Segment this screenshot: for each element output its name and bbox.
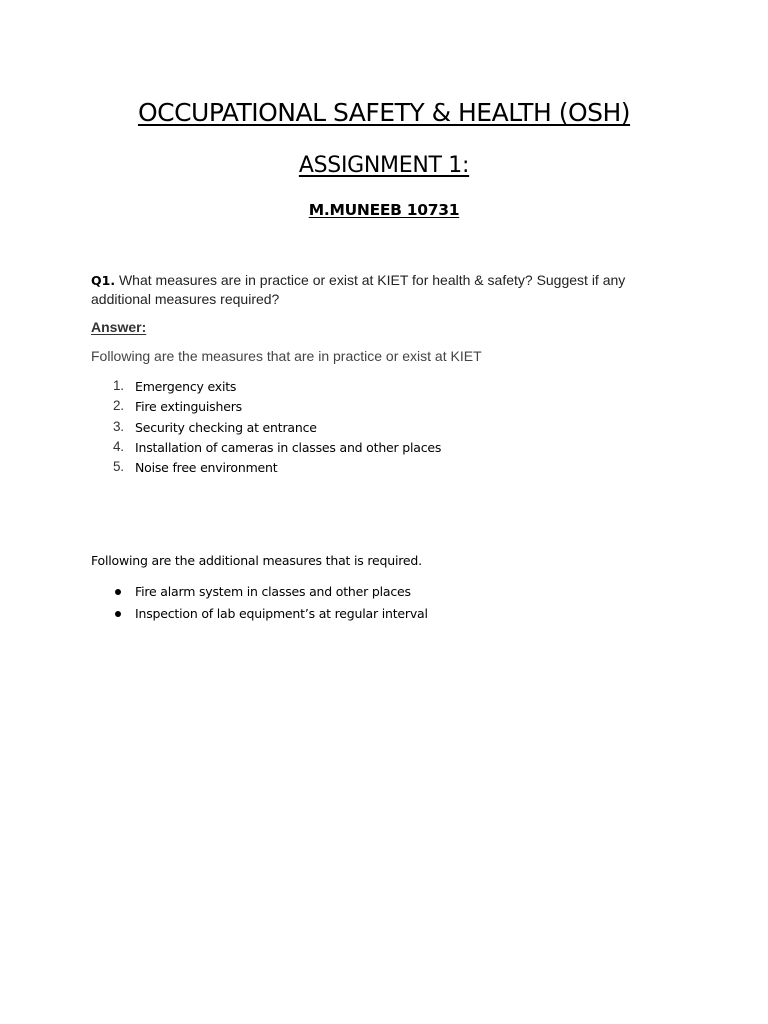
- question-text: What measures are in practice or exist at KIET for health & safety? Suggest if any additional measures required?: [91, 272, 626, 307]
- additional-measures-intro: Following are the additional measures that is required.: [91, 553, 422, 568]
- list-item-text: Noise free environment: [135, 460, 278, 476]
- list-item-text: Emergency exits: [135, 379, 237, 394]
- answer-heading: Answer:: [91, 319, 147, 335]
- author-line: M.MUNEEB 10731: [308, 201, 460, 219]
- list-item-text: Security checking at entrance: [135, 419, 317, 435]
- bullet-icon: [115, 611, 121, 617]
- list-item-number: 1.: [113, 378, 124, 393]
- existing-measures-intro: Following are the measures that are in practice or exist at KIET: [91, 348, 482, 364]
- document-title: OCCUPATIONAL SAFETY & HEALTH (OSH): [137, 98, 631, 127]
- question-paragraph: [91, 271, 671, 309]
- question-label: Q1.: [91, 273, 116, 288]
- list-item-text: Inspection of lab equipment’s at regular interval: [135, 606, 428, 621]
- list-item-text: Fire extinguishers: [135, 399, 242, 415]
- list-item-text: Fire alarm system in classes and other places: [135, 584, 411, 599]
- assignment-heading: ASSIGNMENT 1:: [298, 153, 470, 178]
- list-item-number: 4.: [113, 438, 124, 454]
- list-item-number: 3.: [113, 418, 124, 434]
- list-item-text: Installation of cameras in classes and other places: [135, 439, 442, 455]
- list-item-number: 5.: [113, 459, 124, 475]
- bullet-icon: [115, 589, 121, 595]
- list-item-number: 2.: [113, 398, 124, 414]
